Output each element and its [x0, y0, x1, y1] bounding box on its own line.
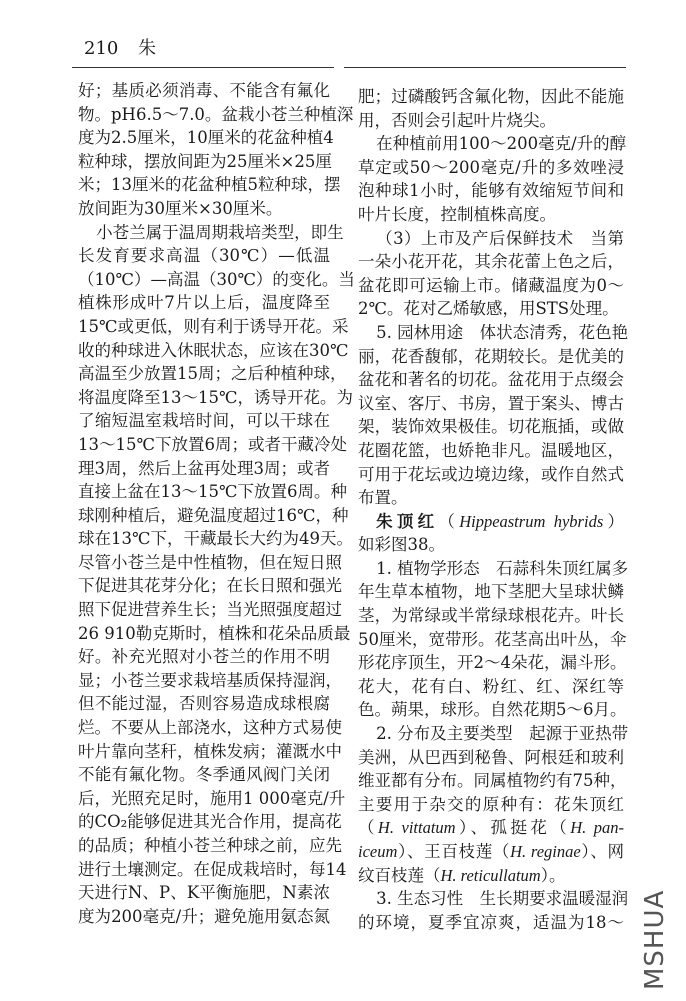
text-line: 长发育要求高温（30℃）—低温	[78, 246, 330, 266]
text-line: 照下促进营养生长；当光照强度超过	[78, 600, 342, 620]
text-line: 叶片靠向茎秆，植株发病；灌溉水中	[78, 741, 342, 761]
header-rule-right	[344, 67, 626, 68]
text-line: 放间距为30厘米×30厘米。	[78, 198, 283, 218]
text-line: 的CO₂能够促进其光合作用，提高花	[78, 812, 342, 832]
paragraph	[358, 85, 624, 132]
paragraph	[78, 221, 355, 929]
text-segment: ）。	[540, 865, 566, 885]
watermark: MSHUA	[640, 889, 670, 990]
text-line: 理3周，然后上盆再处理3周；或者	[78, 458, 330, 478]
latin-name: H. vittatum	[377, 818, 456, 838]
latin-name: H. pan-	[570, 818, 625, 838]
text-line: 了缩短温室栽培时间，可以干球在	[78, 411, 330, 431]
text-segment: ）、网	[580, 842, 625, 861]
text-line: 好。补充光照对小苍兰的作用不明	[78, 647, 330, 667]
text-segment: ）、王百枝莲（	[397, 842, 511, 861]
text-line: 3. 生态习性 生长期要求温暖湿润	[376, 889, 629, 909]
header-rule-left	[72, 67, 334, 68]
text-line: 进行土壤测定。在促成栽培时，每14	[78, 859, 347, 879]
text-line: 形花序顶生，开2～4朵花，漏斗形。	[358, 653, 627, 673]
latin-name: iceum	[358, 842, 398, 861]
text-line: 架，装饰效果极佳。切花瓶插，或做	[358, 417, 624, 437]
text-line	[358, 510, 624, 534]
text-line: 在种植前用100～200毫克/升的醇	[376, 134, 627, 154]
text-line: 50厘米，宽带形。花茎高出叶丛，伞	[358, 629, 627, 649]
text-line: 草定或50～200毫克/升的多效唑浸	[358, 157, 624, 177]
text-line: 可用于花坛或边境边缘，或作自然式	[358, 464, 624, 484]
paragraph	[358, 510, 624, 557]
paragraph	[358, 227, 624, 321]
text-line: 如彩图38。	[358, 535, 445, 555]
right-column	[358, 85, 629, 934]
text-line: 物。pH6.5～7.0。盆栽小苍兰种植深	[78, 104, 354, 124]
text-line: 茎，为常绿或半常绿球根花卉。叶长	[358, 606, 624, 626]
text-line: 肥；过磷酸钙含氟化物，因此不能施	[358, 87, 624, 106]
text-line: 美洲，从巴西到秘鲁、阿根廷和玻利	[358, 747, 624, 767]
text-line: 度为2.5厘米，10厘米的花盆种植4	[78, 128, 334, 148]
text-line: 1. 植物学形态 石蒜科朱顶红属多	[376, 558, 629, 578]
latin-name: H. reginae	[510, 842, 581, 861]
text-segment: 纹百枝莲（	[358, 865, 441, 885]
text-line: 球在13℃下，干藏最长大约为49天。	[78, 529, 353, 549]
text-line: 布置。	[358, 488, 408, 508]
text-line: 2. 分布及主要类型 起源于亚热带	[376, 724, 629, 744]
text-line: 烂。不要从上部浇水，这种方式易使	[78, 718, 342, 738]
text-line: 议室、客厅、书房，置于案头、博古	[358, 393, 624, 413]
text-line: 一朵小花开花，其余花蕾上色之后，	[358, 252, 624, 272]
text-line: 主要用于杂交的原种有：花朱顶红	[358, 794, 624, 814]
text-line: 粒种球，摆放间距为25厘米×25厘	[78, 151, 332, 171]
text-line: 15℃或更低，则有利于诱导开花。采	[78, 316, 349, 336]
text-line: 显；小苍兰要求栽培基质保持湿润，	[78, 670, 342, 690]
text-line: 叶片长度，控制植株高度。	[358, 204, 556, 224]
latin-name: H. reticullatum	[440, 865, 541, 885]
text-line: 用，否则会引起叶片烧尖。	[358, 110, 556, 130]
text-line: （10℃）—高温（30℃）的变化。当	[78, 269, 355, 289]
paragraph	[358, 557, 629, 722]
text-line	[358, 840, 624, 864]
text-line: 2℃。花对乙烯敏感，用STS处理。	[358, 299, 619, 319]
paragraph	[358, 321, 629, 510]
text-line: （3）上市及产后保鲜技术 当第	[376, 228, 624, 248]
text-line: 植株形成叶7片以上后，温度降至	[78, 293, 330, 313]
text-line: 米；13厘米的花盆种植5粒种球，摆	[78, 175, 341, 195]
text-line: 但不能过湿，否则容易造成球根腐	[78, 694, 330, 714]
text-line: 13～15℃下放置6周；或者干藏冷处	[78, 434, 347, 454]
text-line: 后，光照充足时，施用1 000毫克/升	[78, 788, 346, 808]
text-segment: （	[358, 818, 378, 838]
text-line: 的环境，夏季宜凉爽，适温为18～	[358, 912, 624, 932]
text-segment: 朱顶红	[376, 511, 439, 531]
text-line: 将温度降至13～15℃，诱导开花。为	[78, 387, 353, 407]
paragraph	[78, 79, 354, 221]
text-segment: ）、孤挺花（	[455, 818, 571, 838]
text-line: 盆花即可运输上市。储藏温度为0～	[358, 275, 624, 295]
latin-name: Hippeastrum hybrids	[459, 511, 604, 531]
text-line: 花大，花有白、粉红、红、深红等	[358, 676, 624, 696]
text-line: 泡种球1小时，能够有效缩短节间和	[358, 181, 624, 201]
running-title: 朱	[138, 38, 157, 59]
text-line: 度为200毫克/升；避免施用氨态氮	[78, 906, 330, 926]
text-segment: （	[438, 511, 460, 531]
running-header	[84, 34, 156, 60]
text-line: 球刚种植后，避免温度超过16℃，种	[78, 505, 349, 525]
text-line: 好；基质必须消毒、不能含有氟化	[78, 81, 330, 100]
page-number: 210	[84, 38, 119, 59]
text-line	[358, 816, 624, 840]
text-line: 花圈花篮，也娇艳非凡。温暖地区，	[358, 440, 624, 460]
text-line: 5. 园林用途 体状态清秀，花色艳	[376, 322, 629, 342]
text-line: 直接上盆在13～15℃下放置6周。种	[78, 482, 347, 502]
text-line: 维亚都有分布。同属植物约有75种，	[358, 771, 627, 791]
paragraph	[358, 722, 629, 887]
text-line: 色。蒴果，球形。自然花期5～6月。	[358, 700, 627, 720]
left-column	[78, 79, 355, 928]
text-line: 盆花和著名的切花。盆花用于点缀会	[358, 370, 624, 390]
text-line: 下促进其花芽分化；在长日照和强光	[78, 576, 342, 596]
text-line: 不能有氟化物。冬季通风阀门关闭	[78, 765, 330, 785]
text-line: 小苍兰属于温周期栽培类型，即生	[96, 222, 344, 242]
text-line: 天进行N、P、K平衡施肥，N素浓	[78, 883, 330, 903]
text-line: 尽管小苍兰是中性植物，但在短日照	[78, 552, 342, 572]
text-line	[358, 864, 624, 888]
text-line: 年生草本植物，地下茎肥大呈球状鳞	[358, 582, 624, 602]
text-line: 26 910勒克斯时，植株和花朵品质最	[78, 623, 351, 643]
text-segment: ）	[603, 511, 625, 531]
paragraph	[358, 887, 629, 934]
text-line: 收的种球进入休眠状态，应该在30℃	[78, 340, 349, 360]
text-line: 高温至少放置15周；之后种植种球，	[78, 364, 347, 384]
text-line: 丽，花香馥郁，花期较长。是优美的	[358, 346, 624, 366]
paragraph	[358, 132, 627, 226]
text-line: 的品质；种植小苍兰种球之前，应先	[78, 836, 342, 855]
